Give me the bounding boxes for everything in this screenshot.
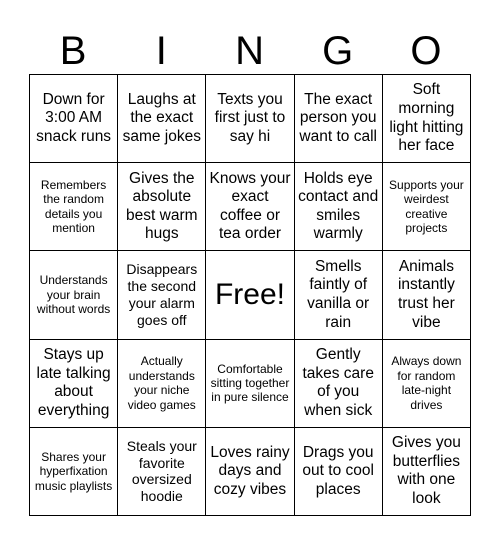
bingo-cell-r2c2[interactable] xyxy=(118,163,206,251)
bingo-cell-text: Loves rainy days and cozy vibes xyxy=(210,443,290,498)
bingo-cell-r2c1[interactable] xyxy=(30,163,118,251)
bingo-cell-r3c5[interactable] xyxy=(383,251,471,339)
bingo-cell-text: Actually understands your niche video games xyxy=(127,354,196,412)
bingo-cell-r3c1[interactable] xyxy=(30,251,118,339)
bingo-cell-r5c1[interactable] xyxy=(30,428,118,516)
bingo-cell-text: Holds eye contact and smiles warmly xyxy=(298,169,379,243)
bingo-cell-text: Shares your hyperfixation music playlists xyxy=(34,449,113,493)
bingo-cell-text: Drags you out to cool places xyxy=(302,443,374,498)
bingo-cell-r1c2[interactable] xyxy=(118,75,206,163)
bingo-cell-text: Texts you first just to say hi xyxy=(214,90,286,145)
bingo-cell-text: Gives you butterflies with one look xyxy=(391,434,461,507)
bingo-cell-r1c4[interactable] xyxy=(295,75,383,163)
bingo-cell-r4c2[interactable] xyxy=(118,340,206,428)
bingo-header xyxy=(29,28,470,74)
bingo-cell-text: The exact person you want to call xyxy=(299,90,377,145)
bingo-cell-text: Soft morning light hitting her face xyxy=(389,81,464,155)
bingo-cell-text: Understands your brain without words xyxy=(36,273,111,317)
bingo-cell-r5c3[interactable] xyxy=(206,428,294,516)
header-letter-g: G xyxy=(322,29,354,73)
bingo-cell-r2c4[interactable] xyxy=(295,163,383,251)
bingo-cell-text: Gently takes care of you when sick xyxy=(302,346,374,419)
bingo-cell-text: Stays up late talking about everything xyxy=(36,346,111,419)
bingo-cell-r1c5[interactable] xyxy=(383,75,471,163)
bingo-cell-text: Gives the absolute best warm hugs xyxy=(126,169,198,243)
bingo-cell-r3c4[interactable] xyxy=(295,251,383,339)
bingo-cell-text: Steals your favorite oversized hoodie xyxy=(126,437,197,505)
bingo-cell-free[interactable] xyxy=(206,251,294,339)
header-letter-b: B xyxy=(59,29,87,73)
bingo-cell-r2c3[interactable] xyxy=(206,163,294,251)
bingo-cell-r1c3[interactable] xyxy=(206,75,294,163)
bingo-grid xyxy=(29,74,471,516)
bingo-cell-text: Disappears the second your alarm goes off xyxy=(126,261,198,328)
bingo-cell-r4c3[interactable] xyxy=(206,340,294,428)
bingo-cell-text: Always down for random late-night drives xyxy=(391,354,462,412)
bingo-cell-text: Laughs at the exact same jokes xyxy=(122,90,201,145)
bingo-cell-r3c2[interactable] xyxy=(118,251,206,339)
bingo-cell-r1c1[interactable] xyxy=(30,75,118,163)
free-space-text: Free! xyxy=(214,277,285,311)
header-letter-i: I xyxy=(155,29,167,73)
bingo-cell-text: Smells faintly of vanilla or rain xyxy=(307,257,370,331)
bingo-cell-text: Remembers the random details you mention xyxy=(40,178,107,236)
bingo-cell-r5c5[interactable] xyxy=(383,428,471,516)
bingo-cell-text: Knows your exact coffee or tea order xyxy=(209,169,291,243)
bingo-cell-text: Comfortable sitting together in pure silence xyxy=(210,361,290,405)
header-letter-o: O xyxy=(410,29,442,73)
bingo-cell-text: Down for 3:00 AM snack runs xyxy=(36,90,112,145)
bingo-cell-r4c4[interactable] xyxy=(295,340,383,428)
bingo-cell-r5c4[interactable] xyxy=(295,428,383,516)
bingo-cell-text: Supports your weirdest creative projects xyxy=(389,178,464,236)
header-letter-n: N xyxy=(235,29,264,73)
bingo-cell-r2c5[interactable] xyxy=(383,163,471,251)
bingo-cell-text: Animals instantly trust her vibe xyxy=(397,257,455,331)
bingo-cell-r4c5[interactable] xyxy=(383,340,471,428)
bingo-cell-r4c1[interactable] xyxy=(30,340,118,428)
bingo-cell-r5c2[interactable] xyxy=(118,428,206,516)
